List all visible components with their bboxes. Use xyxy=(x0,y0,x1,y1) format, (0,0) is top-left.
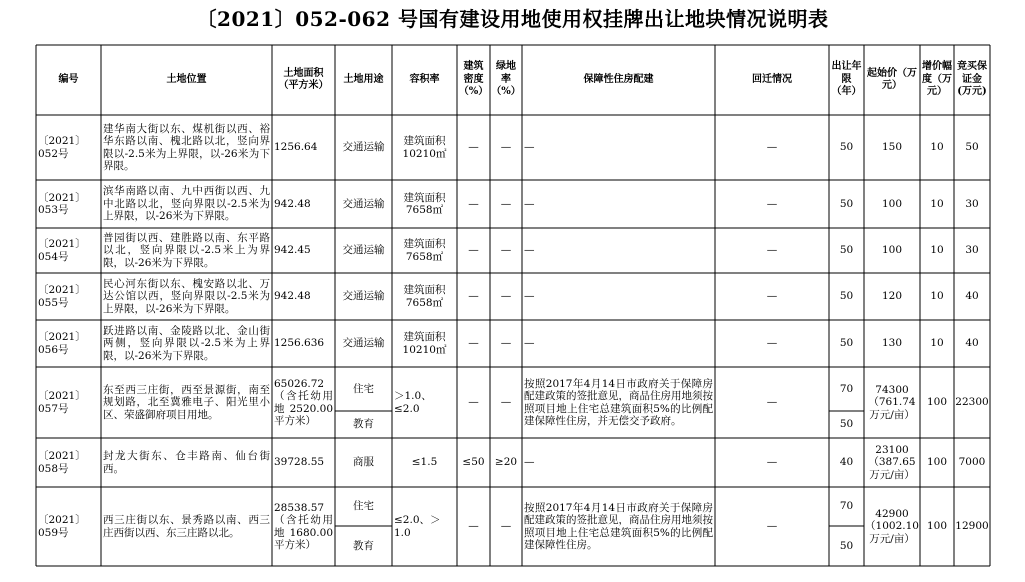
cell-housing: — xyxy=(524,456,535,469)
cell-density: — xyxy=(468,520,479,533)
cell-start-price: 100 xyxy=(881,197,903,210)
cell-housing: 按照2017年4月14日市政府关于保障房配建政策的签批意见，商品住房用地须按照项目地上住宅总建筑面积5%的比例配建保障性住房。 xyxy=(524,501,713,551)
cell-far: ＞1.0、≤2.0 xyxy=(394,390,432,415)
cell-term-sub: 50 xyxy=(839,418,854,431)
cell-density: — xyxy=(468,244,479,257)
cell-deposit: 40 xyxy=(965,337,979,350)
cell-far: 建筑面积7658㎡ xyxy=(403,191,446,216)
cell-green: — xyxy=(500,197,512,210)
cell-use: 交通运输 xyxy=(342,244,385,257)
cell-use-sub: 教育 xyxy=(353,539,374,552)
header-start-price: 起始价（万元） xyxy=(867,67,917,91)
cell-deposit: 50 xyxy=(965,141,979,154)
cell-location: 跃进路以南、金陵路以北、金山街两侧，竖向界限以-2.5米为上界限，以-26米为下界限。 xyxy=(103,324,270,362)
cell-term: 70 xyxy=(839,500,854,513)
cell-number: 〔2021〕056号 xyxy=(38,331,86,356)
cell-start-price: 42900（1002.10万元/亩） xyxy=(865,507,919,545)
cell-use: 住宅 xyxy=(353,500,374,513)
cell-area: 39728.55 xyxy=(274,456,325,469)
cell-relocation: — xyxy=(766,456,778,469)
cell-start-price: 100 xyxy=(881,244,903,257)
page-title: 〔2021〕052-062 号国有建设用地使用权挂牌出让地块情况说明表 xyxy=(196,7,829,31)
cell-term: 40 xyxy=(839,456,854,469)
cell-increment: 10 xyxy=(930,337,944,350)
cell-number: 〔2021〕058号 xyxy=(38,450,86,475)
header-relocation: 回迁情况 xyxy=(752,73,792,85)
cell-term: 50 xyxy=(839,197,854,210)
cell-housing: 按照2017年4月14日市政府关于保障房配建政策的签批意见，商品住房用地须按照项目地上住宅总建筑面积5%的比例配建保障性住房，并无偿交予政府。 xyxy=(524,377,713,427)
header-number: 编号 xyxy=(58,73,79,85)
header-location: 土地位置 xyxy=(166,73,207,85)
cell-location: 封龙大街东、仓丰路南、仙台街西。 xyxy=(103,450,270,475)
cell-green: — xyxy=(500,520,512,533)
header-term: 出让年限（年） xyxy=(831,61,862,98)
cell-use: 交通运输 xyxy=(342,141,385,154)
cell-far: 建筑面积7658㎡ xyxy=(403,284,446,309)
header-housing: 保障性住房配建 xyxy=(583,73,654,85)
cell-deposit: 7000 xyxy=(958,456,986,469)
cell-density: ≤50 xyxy=(462,456,485,469)
cell-deposit: 40 xyxy=(965,290,979,303)
cell-start-price: 120 xyxy=(881,290,903,303)
cell-area: 65026.72（含托幼用地2520.00平方米） xyxy=(274,377,333,427)
cell-term: 50 xyxy=(839,337,854,350)
cell-increment: 100 xyxy=(926,396,948,409)
cell-density: — xyxy=(468,197,479,210)
cell-green: ≥20 xyxy=(494,456,518,469)
cell-term: 50 xyxy=(839,141,854,154)
cell-relocation: — xyxy=(766,290,778,303)
cell-use: 商服 xyxy=(353,456,374,469)
cell-term: 50 xyxy=(839,244,854,257)
cell-start-price: 130 xyxy=(881,337,903,350)
cell-number: 〔2021〕057号 xyxy=(38,390,86,415)
cell-area: 1256.64 xyxy=(274,141,318,154)
cell-deposit: 22300 xyxy=(955,396,989,409)
cell-green: — xyxy=(500,337,512,350)
cell-increment: 10 xyxy=(930,141,944,154)
cell-use-sub: 教育 xyxy=(353,418,374,431)
header-green: 绿地率（%） xyxy=(491,61,521,98)
cell-area: 942.48 xyxy=(274,290,311,303)
cell-increment: 100 xyxy=(926,520,948,533)
cell-relocation: — xyxy=(766,244,778,257)
cell-increment: 100 xyxy=(926,456,948,469)
cell-number: 〔2021〕053号 xyxy=(38,191,86,216)
header-deposit: 竞买保证金(万元) xyxy=(957,61,987,98)
cell-density: — xyxy=(468,337,479,350)
cell-far: ≤1.5 xyxy=(411,456,438,469)
cell-use: 住宅 xyxy=(353,382,374,395)
cell-term: 50 xyxy=(839,290,854,303)
cell-housing: — xyxy=(524,337,535,350)
cell-green: — xyxy=(500,396,512,409)
cell-housing: — xyxy=(524,244,535,257)
cell-far: 建筑面积7658㎡ xyxy=(403,238,446,263)
cell-green: — xyxy=(500,244,512,257)
cell-relocation: — xyxy=(766,396,778,409)
cell-far: ≤2.0、＞1.0 xyxy=(394,514,441,539)
cell-relocation: — xyxy=(766,520,778,533)
cell-density: — xyxy=(468,396,479,409)
cell-use: 交通运输 xyxy=(342,290,385,303)
cell-deposit: 30 xyxy=(965,197,979,210)
cell-number: 〔2021〕055号 xyxy=(38,284,86,309)
cell-deposit: 30 xyxy=(965,244,979,257)
cell-start-price: 150 xyxy=(881,141,903,154)
cell-location: 滨华南路以南、九中西街以西、九中北路以北，竖向界限以-2.5米为上界限，以-26米为下界限。 xyxy=(103,185,270,223)
header-area: 土地面积（平方米） xyxy=(278,67,329,91)
cell-start-price: 23100（387.65万元/亩） xyxy=(868,443,916,481)
cell-location: 西三庄街以东、景秀路以南、西三庄西街以西、东三庄路以北。 xyxy=(103,514,270,539)
cell-number: 〔2021〕054号 xyxy=(38,238,86,263)
cell-area: 1256.636 xyxy=(274,337,325,350)
cell-location: 普园街以西、建胜路以南、东平路以北，竖向界限以-2.5米上为界限，以-26米为下界限。 xyxy=(103,231,270,269)
cell-use: 交通运输 xyxy=(342,337,385,350)
cell-housing: — xyxy=(524,197,535,210)
cell-use: 交通运输 xyxy=(342,197,385,210)
header-use: 土地用途 xyxy=(343,73,384,85)
cell-green: — xyxy=(500,290,512,303)
cell-deposit: 12900 xyxy=(955,520,989,533)
cell-start-price: 74300（761.74万元/亩） xyxy=(868,383,916,421)
cell-far: 建筑面积10210㎡ xyxy=(402,331,447,356)
header-far: 容积率 xyxy=(409,73,440,85)
cell-relocation: — xyxy=(766,141,778,154)
cell-relocation: — xyxy=(766,197,778,210)
cell-increment: 10 xyxy=(930,290,944,303)
cell-relocation: — xyxy=(766,337,778,350)
cell-number: 〔2021〕059号 xyxy=(38,514,86,539)
cell-area: 942.48 xyxy=(274,197,311,210)
cell-term: 70 xyxy=(839,382,854,395)
cell-increment: 10 xyxy=(930,244,944,257)
cell-number: 〔2021〕052号 xyxy=(38,135,86,160)
cell-area: 28538.57（含托幼用地1680.00平方米） xyxy=(274,501,333,551)
cell-density: — xyxy=(468,290,479,303)
header-density: 建筑密度（%） xyxy=(458,61,489,98)
cell-housing: — xyxy=(524,290,535,303)
cell-density: — xyxy=(468,141,479,154)
cell-housing: — xyxy=(524,141,535,154)
cell-location: 民心河东街以东、槐安路以北、万达公馆以西，竖向界限以-2.5米为上界限，以-26米为下界限。 xyxy=(103,277,270,315)
cell-increment: 10 xyxy=(930,197,944,210)
cell-area: 942.45 xyxy=(274,244,311,257)
cell-green: — xyxy=(500,141,512,154)
header-increment: 增价幅度（万元） xyxy=(922,61,952,98)
cell-term-sub: 50 xyxy=(839,539,854,552)
cell-location: 东至西三庄街，西至景源街，南至规划路，北至冀雅电子、阳光里小区、荣盛御府项目用地。 xyxy=(103,383,270,421)
cell-far: 建筑面积10210㎡ xyxy=(402,135,447,160)
cell-location: 建华南大街以东、煤机街以西、裕华东路以南、槐北路以北，竖向界限以-2.5米为上界限，以-26米为下界限。 xyxy=(103,122,270,172)
